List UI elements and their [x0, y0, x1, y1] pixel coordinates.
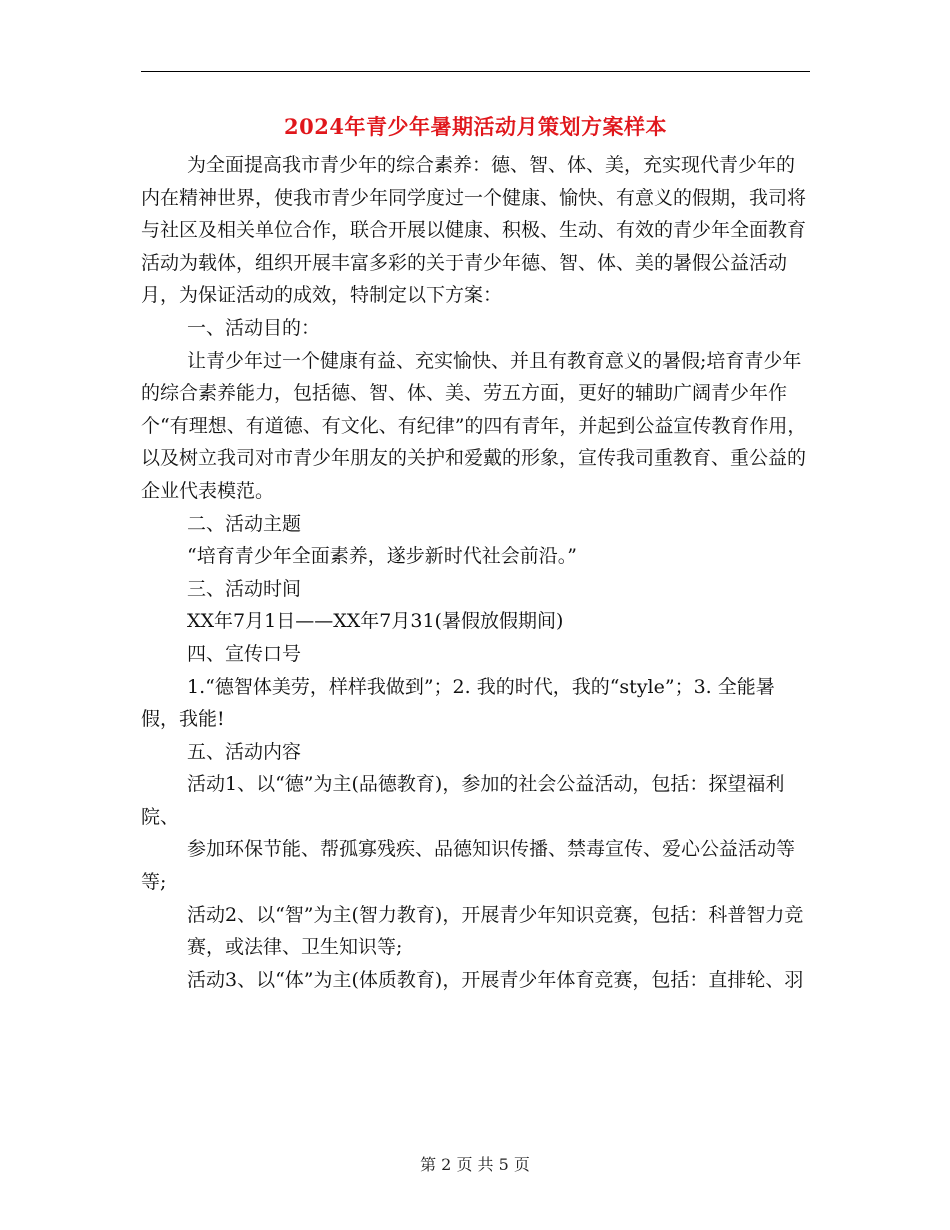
paragraph-activity-3: 活动3、以“体”为主(体质教育)，开展青少年体育竞赛，包括：直排轮、羽 — [187, 968, 804, 991]
paragraph-activity-2: 活动2、以“智”为主(智力教育)，开展青少年知识竞赛，包括：科普智力竞 — [187, 903, 804, 926]
paragraph-time: XX年7月1日——XX年7月31(暑假放假期间) — [187, 610, 564, 633]
paragraph-activity-2-cont: 赛，或法律、卫生知识等; — [187, 936, 403, 959]
header-rule — [141, 71, 810, 72]
section-heading-slogan: 四、宣传口号 — [187, 642, 302, 665]
document-title: 2024年青少年暑期活动月策划方案样本 — [284, 114, 667, 139]
document-body — [141, 149, 810, 996]
section-heading-theme: 二、活动主题 — [187, 512, 302, 535]
paragraph-activity-1-cont: 参加环保节能、帮孤寡残疾、品德知识传播、禁毒宣传、爱心公益活动等等; — [141, 838, 796, 894]
section-heading-purpose: 一、活动目的： — [187, 316, 321, 339]
paragraph-purpose: 让青少年过一个健康有益、充实愉快、并且有教育意义的暑假;培育青少年的综合素养能力，包括德、智、体、美、劳五方面，更好的辅助广阔青少年作个“有理想、有道德、有文化、有纪律”的四有青年，并起到公益宣传教育作用，以及树立我司对市青少年朋友的关护和爱戴的形象，宣传我司重教育、重公益的企业代表模范。 — [141, 349, 807, 502]
paragraph-activity-1: 活动1、以“德”为主(品德教育)，参加的社会公益活动，包括：探望福利院、 — [141, 773, 785, 828]
paragraph-theme: “培育青少年全面素养，遂步新时代社会前沿。” — [187, 545, 577, 568]
page-number: 第 2 页 共 5 页 — [420, 1155, 530, 1174]
paragraph-slogan: 1.“德智体美劳，样样我做到”；2. 我的时代，我的“style”；3. 全能暑假，我能! — [141, 675, 775, 731]
section-heading-time: 三、活动时间 — [187, 577, 302, 600]
paragraph-intro: 为全面提高我市青少年的综合素养：德、智、体、美，充实现代青少年的内在精神世界，使我市青少年同学度过一个健康、愉快、有意义的假期，我司将与社区及相关单位合作，联合开展以健康、积极、生动、有效的青少年全面教育活动为载体，组织开展丰富多彩的关于青少年德、智、体、美的暑假公益活动月，为保证活动的成效，特制定以下方案： — [141, 154, 807, 307]
section-heading-content: 五、活动内容 — [187, 740, 302, 763]
